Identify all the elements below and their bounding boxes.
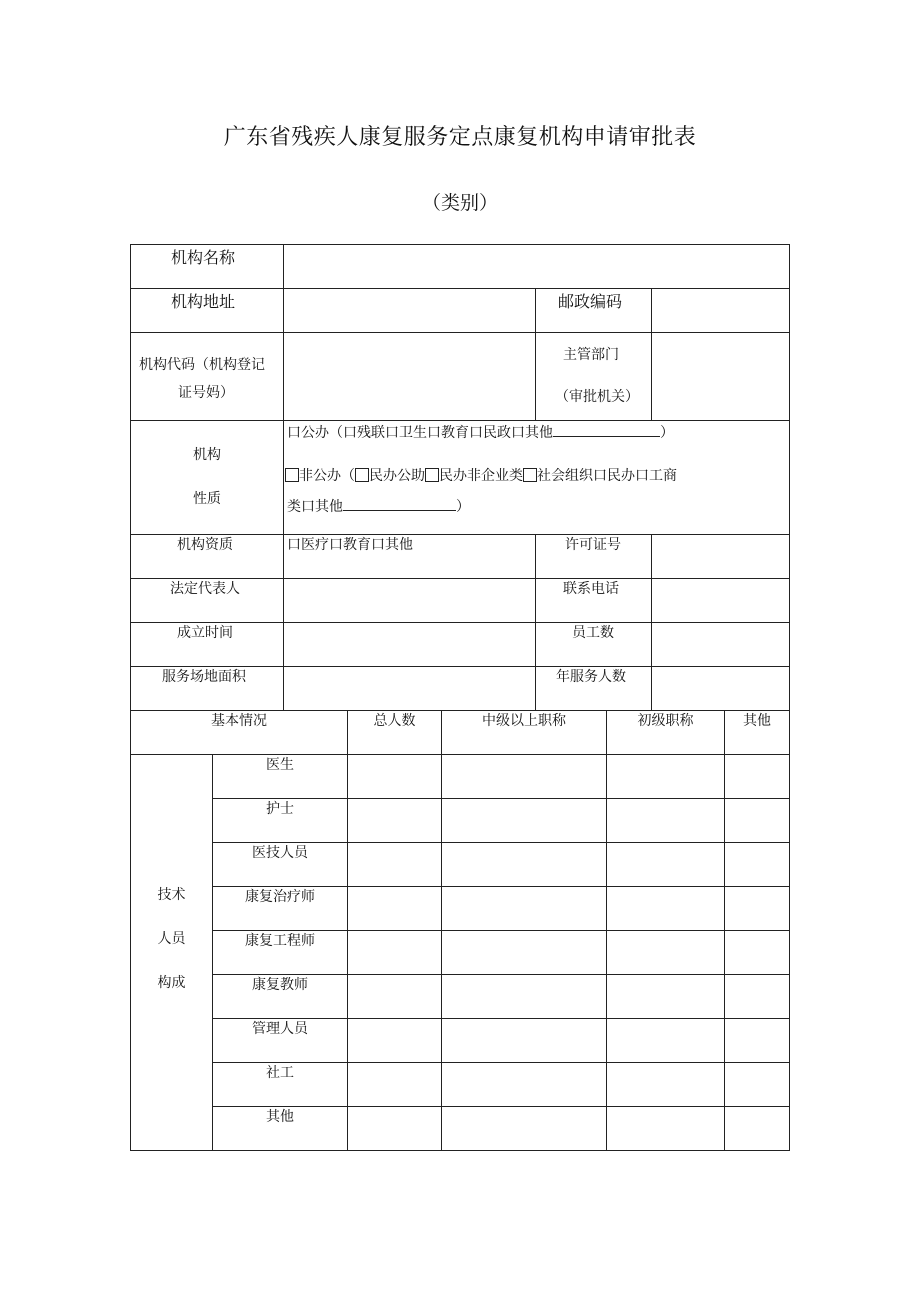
row-divider: [130, 710, 790, 711]
label-postcode: 邮政编码: [558, 292, 623, 311]
col-divider: [724, 710, 725, 1150]
header-senior-title: 中级以上职称: [482, 713, 566, 729]
legal-rep-field[interactable]: [285, 580, 534, 621]
row-divider: [130, 420, 790, 421]
blank-line[interactable]: [553, 424, 660, 437]
group-label-technical: 技术: [157, 887, 186, 903]
group-label-staff: 人员: [157, 931, 186, 947]
row-divider: [130, 754, 790, 755]
row-divider: [212, 798, 790, 799]
phone-field[interactable]: [653, 580, 788, 621]
option-shehui: 社会组织口民办口工商: [537, 468, 677, 484]
label-org-code-cont: 证号妈）: [178, 385, 234, 401]
nature-nonpublic-options[interactable]: [285, 468, 677, 483]
annual-service-field[interactable]: [653, 668, 788, 709]
row-divider: [130, 622, 790, 623]
row-divider: [130, 666, 790, 667]
row-label-medical-tech: 医技人员: [252, 845, 308, 861]
nature-nonpublic-text: 非公办（: [299, 468, 355, 484]
checkbox-icon[interactable]: [523, 468, 537, 482]
label-org-nature: 机构: [193, 447, 221, 463]
row-divider: [130, 288, 790, 289]
checkbox-icon[interactable]: [355, 468, 369, 482]
document-title: 广东省残疾人康复服务定点康复机构申请审批表: [223, 125, 697, 150]
org-address-field[interactable]: [285, 290, 534, 331]
license-number-field[interactable]: [653, 536, 788, 577]
row-divider: [130, 578, 790, 579]
org-name-field[interactable]: [285, 246, 788, 287]
col-divider: [651, 288, 652, 420]
option-minban-feiqiye: 民办非企业类: [439, 468, 523, 484]
postcode-field[interactable]: [653, 290, 788, 331]
label-supervising-dept: 主管部门: [563, 347, 619, 363]
row-label-rehab-engineer: 康复工程师: [245, 933, 315, 949]
nature-nonpublic-close: ）: [456, 499, 470, 515]
label-legal-rep: 法定代表人: [170, 581, 240, 597]
label-phone: 联系电话: [563, 581, 619, 597]
row-label-nurse: 护士: [266, 801, 294, 817]
nature-public-options[interactable]: [287, 424, 674, 440]
header-basic-info: 基本情况: [211, 713, 267, 729]
org-code-field[interactable]: [285, 334, 534, 419]
nature-public-close: ）: [660, 425, 674, 441]
document-subtitle: （类别）: [421, 192, 498, 214]
checkbox-icon[interactable]: [285, 468, 299, 482]
row-divider: [212, 1106, 790, 1107]
row-divider: [212, 974, 790, 975]
col-divider: [347, 710, 348, 1150]
nature-nonpublic-options-cont[interactable]: [287, 498, 470, 514]
label-founded-date: 成立时间: [177, 625, 233, 641]
label-org-address: 机构地址: [171, 292, 236, 311]
qualification-options[interactable]: 口医疗口教育口其他: [287, 537, 413, 553]
row-label-rehab-therapist: 康复治疗师: [245, 889, 315, 905]
row-divider: [212, 842, 790, 843]
row-label-doctor: 医生: [266, 757, 294, 773]
blank-line[interactable]: [343, 498, 456, 511]
row-label-social-worker: 社工: [266, 1065, 294, 1081]
col-divider: [651, 534, 652, 710]
label-qualification: 机构资质: [177, 537, 233, 553]
label-supervising-dept-cont: （审批机关）: [555, 389, 639, 405]
col-divider: [535, 534, 536, 710]
header-other: 其他: [743, 713, 771, 729]
row-label-rehab-teacher: 康复教师: [252, 977, 308, 993]
label-license-number: 许可证号: [565, 537, 621, 553]
nature-other-text: 类口其他: [287, 499, 343, 515]
row-label-other: 其他: [266, 1109, 294, 1125]
nature-public-text: 口公办（口残联口卫生口教育口民政口其他: [287, 425, 553, 441]
label-staff-count: 员工数: [572, 625, 614, 641]
founded-date-field[interactable]: [285, 624, 534, 665]
row-divider: [212, 1062, 790, 1063]
label-service-area: 服务场地面积: [162, 669, 246, 685]
col-divider: [283, 244, 284, 710]
col-divider: [606, 710, 607, 1150]
row-divider: [130, 534, 790, 535]
label-org-nature-cont: 性质: [193, 491, 221, 507]
table-border-bottom: [130, 1150, 790, 1151]
supervising-dept-field[interactable]: [653, 334, 788, 419]
service-area-field[interactable]: [285, 668, 534, 709]
row-label-management: 管理人员: [252, 1021, 308, 1037]
table-border-left: [130, 244, 131, 1151]
label-org-code: 机构代码（机构登记: [139, 357, 265, 373]
table-border-top: [130, 244, 790, 245]
label-org-name: 机构名称: [171, 248, 236, 267]
col-divider: [535, 288, 536, 420]
checkbox-icon[interactable]: [425, 468, 439, 482]
row-divider: [212, 930, 790, 931]
group-label-composition: 构成: [157, 975, 186, 991]
option-minban-gongzhu: 民办公助: [369, 468, 425, 484]
staff-count-field[interactable]: [653, 624, 788, 665]
row-divider: [130, 332, 790, 333]
col-divider: [441, 710, 442, 1150]
header-junior-title: 初级职称: [637, 713, 694, 729]
label-annual-service: 年服务人数: [556, 669, 626, 685]
row-divider: [212, 1018, 790, 1019]
row-divider: [212, 886, 790, 887]
table-border-right: [789, 244, 790, 1151]
header-total: 总人数: [373, 713, 416, 729]
